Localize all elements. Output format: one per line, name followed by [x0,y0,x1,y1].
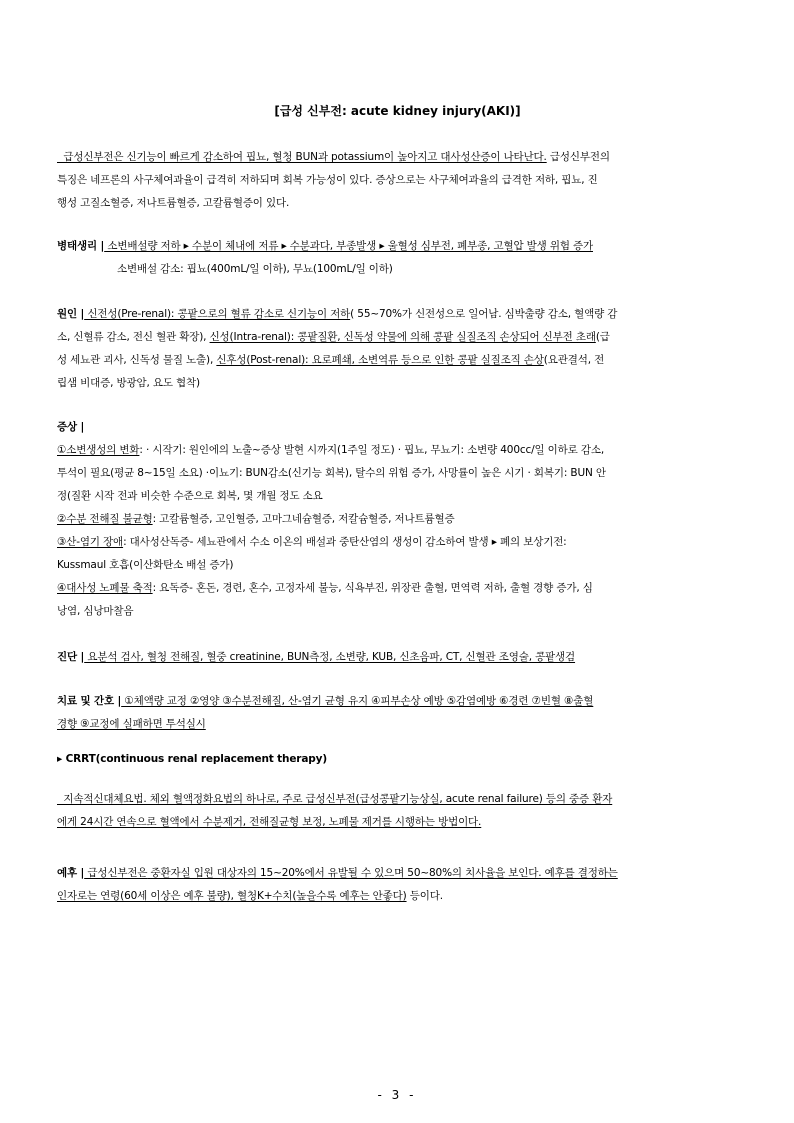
crrt-paragraph: 지속적신대체요법. 체외 혈액정화요법의 하나로, 주로 급성신부전(급성콩팥기능상실, acute renal failure) 등의 중증 환자 에게 24시간 연속으로 혈액에서 수분제거, 전해질균형 보정, 노폐물 제거를 시행하는 방법이다. [57,793,613,828]
intro-paragraph: 급성신부전은 신기능이 빠르게 감소하여 핍뇨, 혈청 BUN과 potassium이 높아지고 대사성산증이 나타난다. 급성신부전의 특징은 네프론의 사구체여과율이 급격히 저하되며 회복 가능성이 있다. 증상으로는 사구체여과율의 급격한 저하, 핍뇨, 진 행성 고질소혈증, 저나트륨혈증, 고칼륨혈증이 있다. [57,151,610,209]
crrt-section [57,748,738,771]
cause-section: 원인 | 신전성(Pre-renal): 콩팥으로의 혈류 감소로 신기능이 저하( 55~70%가 신전성으로 일어남. 심박출량 감소, 혈액량 감 소, 신혈류 감소, 전신 혈관 확장), 신성(Intra-renal): 콩팥질환, 신독성 약물에 의해 콩팥 실질조직 손상되어 신부전 초래(급 성 세뇨관 괴사, 신독성 물질 노출), 신후성(Post-renal): 요로폐쇄, 소변역류 등으로 인한 콩팥 실질조직 손상(요관결석, 전 립샘 비대증, 방광암, 요도 협착) [57,308,618,389]
prognosis-label: 예후 | [57,867,85,879]
page-title: [급성 신부전: acute kidney injury(AKI)] [274,104,521,118]
treatment-section: 치료 및 간호 | ①체액량 교정 ②영양 ③수분전해질, 산-염기 균형 유지 ④피부손상 예방 ⑤감염예방 ⑥경련 ⑦빈혈 ⑧출혈 경향 ⑨교정에 실패하면 투석실시 [57,695,594,730]
intro-underlined: 급성신부전은 신기능이 빠르게 감소하여 핍뇨, 혈청 BUN과 potassium이 높아지고 대사성산증이 나타난다. [57,151,547,163]
symptom-section: 증상 | ①소변생성의 변화: · 시작기: 원인에의 노출~증상 발현 시까지(1주일 정도) · 핍뇨, 무뇨기: 소변량 400cc/일 이하로 감소, 투석이 필요(평균 8~15일 소요) ·이뇨기: BUN감소(신기능 회복), 탈수의 위험 증가, 사망률이 높은 시기 · 회복기: BUN 안 정(질환 시작 전과 비슷한 수준으로 회복, 몇 개월 정도 소요 ②수분 전해질 불균형: 고칼륨혈증, 고인혈증, 고마그네슘혈증, 저칼슘혈증, 저나트륨혈증 ③산-염기 장애: 대사성산독증- 세뇨관에서 수소 이온의 배설과 중탄산염의 생성이 감소하여 발생 ▸ 폐의 보상기전: Kussmaul 호흡(이산화탄소 배설 증가) ④대사성 노폐물 축적: 요독증- 혼돈, 경련, 혼수, 고정자세 불능, 식욕부진, 위장관 출혈, 면역력 저하, 출혈 경향 증가, 심 낭염, 심낭마찰음 [57,416,738,623]
pathophysiology-label: 병태생리 | [57,240,105,252]
cause-label: 원인 | [57,308,85,320]
diagnosis-label: 진단 | [57,651,85,663]
crrt-heading: ▸ CRRT(continuous renal replacement therapy) [57,753,327,765]
treatment-label: 치료 및 간호 | [57,695,122,707]
page-number: - 3 - [377,1088,417,1102]
pathophysiology-section: 병태생리 | 소변배설량 저하 ▸ 수분이 체내에 저류 ▸ 수분과다, 부종발생 ▸ 울혈성 심부전, 폐부종, 고혈압 발생 위험 증가 소변배설 감소: 핍뇨(400mL/일 이하), 무뇨(100mL/일 이하) [57,240,593,275]
prognosis-section: 예후 | 급성신부전은 중환자실 입원 대상자의 15~20%에서 유발될 수 있으며 50~80%의 치사율을 보인다. 예후를 결정하는 인자로는 연령(60세 이상은 예후 불량), 혈청K+수치(높을수록 예후는 안좋다) 등이다. [57,867,618,902]
diagnosis-section: 진단 | 요분석 검사, 혈청 전해질, 혈중 creatinine, BUN측정, 소변량, KUB, 신초음파, CT, 신혈관 조영술, 콩팥생검 [57,651,576,663]
symptom-label: 증상 | [57,421,85,433]
